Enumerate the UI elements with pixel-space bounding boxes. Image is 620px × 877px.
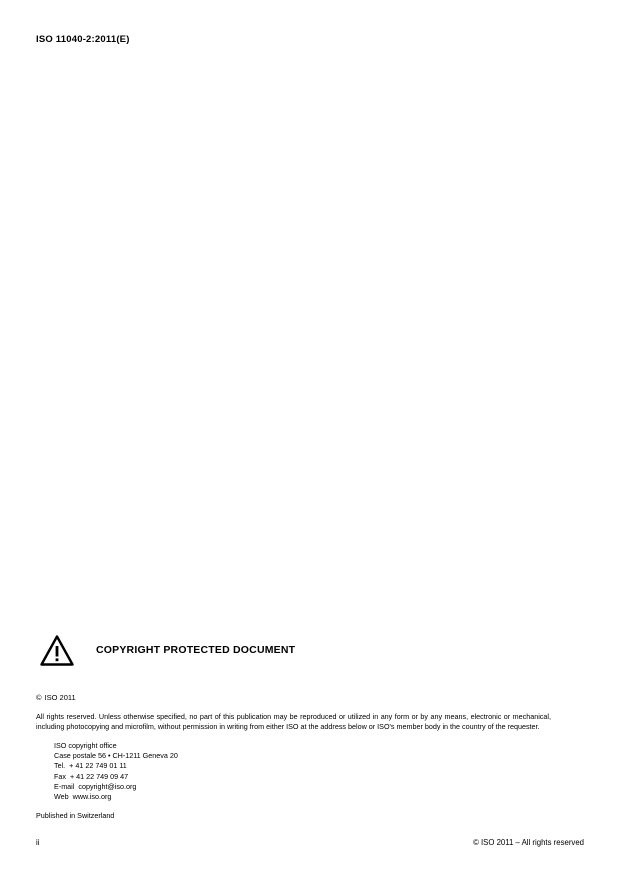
address-line: Case postale 56 • CH-1211 Geneva 20 (54, 751, 178, 761)
page-footer (36, 838, 584, 847)
address-line: ISO copyright office (54, 740, 117, 750)
footer-rights: © ISO 2011 – All rights reserved (473, 838, 584, 847)
copyright-year-text: ISO 2011 (44, 693, 76, 702)
copyright-terms: All rights reserved. Unless otherwise specified, no part of this publication may be reproduced or utilized in any form or by any means, electronic or mechanical, including photocopying and microfilm, without permission in writing from either ISO at the address below or ISO's member body in the country of the requester. (36, 712, 551, 731)
warning-triangle-icon (40, 635, 74, 666)
page-number: ii (36, 838, 40, 847)
copyright-address (54, 741, 584, 802)
address-line-web: Web www.iso.org (54, 791, 112, 801)
copyright-symbol: © (36, 693, 42, 702)
published-line: Published in Switzerland (36, 811, 115, 821)
address-line: Tel. + 41 22 749 01 11 (54, 761, 127, 771)
copyright-year-line (36, 693, 584, 702)
copyright-block (36, 630, 584, 820)
copyright-banner-label: COPYRIGHT PROTECTED DOCUMENT (96, 644, 296, 656)
copyright-banner (36, 630, 584, 670)
page-header-title: ISO 11040-2:2011(E) (36, 34, 130, 45)
address-line-email: E-mail copyright@iso.org (54, 781, 137, 791)
address-line: Fax + 41 22 749 09 47 (54, 771, 129, 781)
